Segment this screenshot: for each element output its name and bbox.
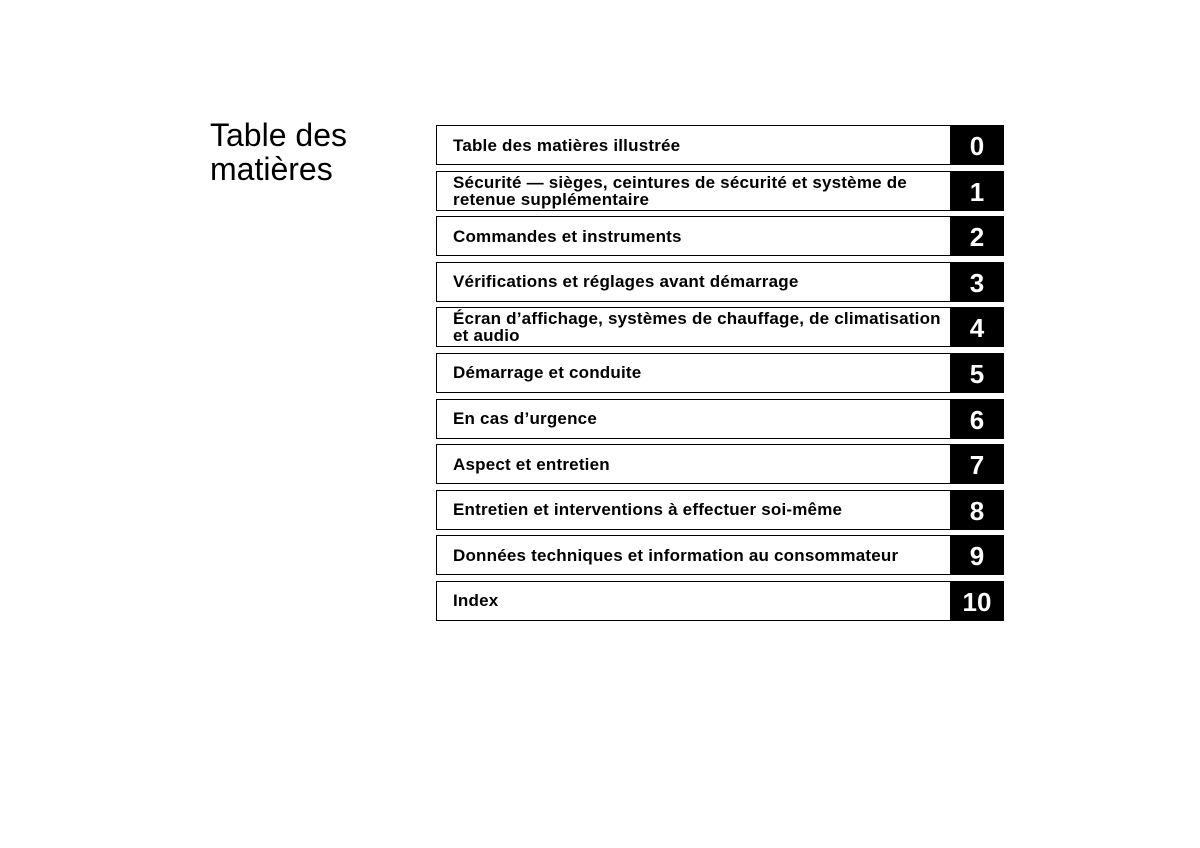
toc-entry-box [436, 216, 953, 256]
toc-entry-box [436, 262, 953, 302]
toc-entry-8[interactable] [436, 490, 1004, 530]
toc-entry-box [436, 490, 953, 530]
toc-entry-box [436, 444, 953, 484]
toc-entry-label: Table des matières illustrée [453, 135, 681, 155]
toc-entry-9[interactable] [436, 535, 1004, 575]
section-number-tab: 8 [950, 490, 1004, 530]
section-number-tab: 0 [950, 125, 1004, 165]
toc-entry-box [436, 399, 953, 439]
toc-entry-box [436, 353, 953, 393]
toc-entry-box [436, 581, 953, 621]
toc-entry-label: Écran d’affichage, systèmes de chauffage, de climatisation et audio [453, 309, 941, 346]
section-number-tab: 4 [950, 307, 1004, 347]
toc-entry-label: Index [453, 591, 499, 611]
toc-entry-label: En cas d’urgence [453, 409, 597, 429]
table-of-contents [436, 125, 1004, 627]
section-number-tab: 6 [950, 399, 1004, 439]
toc-entry-label: Démarrage et conduite [453, 363, 642, 383]
toc-entry-10[interactable] [436, 581, 1004, 621]
toc-entry-4[interactable] [436, 307, 1004, 347]
section-number-tab: 3 [950, 262, 1004, 302]
toc-entry-label: Aspect et entretien [453, 454, 610, 474]
toc-entry-box [436, 307, 953, 347]
toc-entry-7[interactable] [436, 444, 1004, 484]
toc-entry-label: Commandes et instruments [453, 226, 682, 246]
toc-entry-label: Sécurité — sièges, ceintures de sécurité et système de retenue supplémentaire [453, 172, 907, 209]
section-number-tab: 2 [950, 216, 1004, 256]
toc-entry-label: Données techniques et information au consommateur [453, 545, 899, 565]
toc-entry-0[interactable] [436, 125, 1004, 165]
toc-entry-2[interactable] [436, 216, 1004, 256]
section-number-tab: 9 [950, 535, 1004, 575]
toc-entry-label: Entretien et interventions à effectuer soi-même [453, 500, 843, 520]
toc-entry-5[interactable] [436, 353, 1004, 393]
section-number-tab: 7 [950, 444, 1004, 484]
section-number-tab: 10 [950, 581, 1004, 621]
toc-entry-3[interactable] [436, 262, 1004, 302]
page-title: Table des matières [210, 117, 347, 187]
toc-entry-box [436, 535, 953, 575]
toc-entry-label: Vérifications et réglages avant démarrage [453, 272, 799, 292]
toc-entry-1[interactable] [436, 171, 1004, 211]
section-number-tab: 5 [950, 353, 1004, 393]
toc-entry-6[interactable] [436, 399, 1004, 439]
toc-entry-box [436, 125, 953, 165]
section-number-tab: 1 [950, 171, 1004, 211]
toc-entry-box [436, 171, 953, 211]
